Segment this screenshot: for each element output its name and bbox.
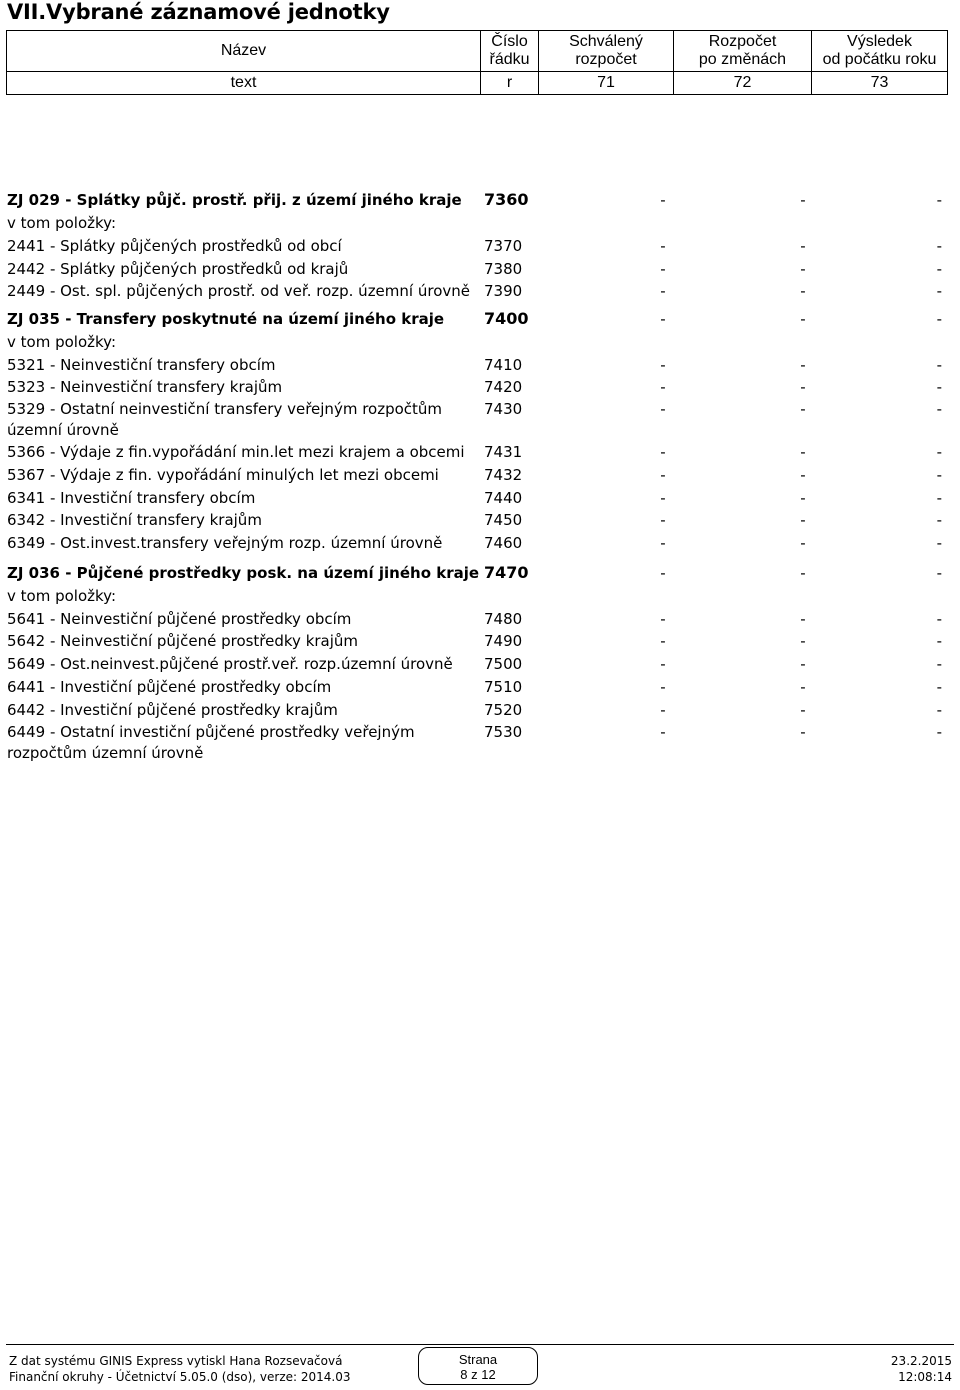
row-name: 2442 - Splátky půjčených prostředků od krajů (7, 260, 349, 278)
row-result: - (936, 400, 942, 418)
row-approved: - (660, 378, 666, 396)
row-approved: - (660, 191, 666, 209)
row-code: 7480 (484, 610, 523, 628)
row-after: - (800, 237, 806, 255)
row-result: - (936, 356, 942, 374)
row-result: - (936, 564, 942, 582)
row-approved: - (660, 466, 666, 484)
row-after: - (800, 723, 806, 741)
header-row-line1: Číslo (491, 33, 528, 50)
row-name: 5366 - Výdaje z fin.vypořádání min.let mezi krajem a obcemi (7, 443, 465, 461)
header-row-number (481, 31, 539, 72)
row-code: 7400 (484, 309, 529, 328)
footer-time: 12:08:14 (898, 1370, 952, 1384)
row-result: - (936, 610, 942, 628)
row-approved: - (660, 237, 666, 255)
row-after: - (800, 489, 806, 507)
row-code: 7510 (484, 678, 523, 696)
header-after-line1: Rozpočet (708, 33, 777, 50)
sub-approved: 71 (539, 72, 674, 95)
row-after: - (800, 356, 806, 374)
row-code: 7500 (484, 655, 523, 673)
row-approved: - (660, 610, 666, 628)
row-approved: - (660, 534, 666, 552)
row-after: - (800, 655, 806, 673)
row-after: - (800, 534, 806, 552)
row-approved: - (660, 282, 666, 300)
row-after: - (800, 466, 806, 484)
row-result: - (936, 378, 942, 396)
row-name: 5642 - Neinvestiční půjčené prostředky krajům (7, 632, 359, 650)
row-after: - (800, 282, 806, 300)
row-name: 2449 - Ost. spl. půjčených prostř. od veř. rozp. územní úrovně (7, 282, 470, 300)
row-after: - (800, 400, 806, 418)
header-result-line1: Výsledek (847, 33, 912, 50)
row-code: 7430 (484, 400, 523, 418)
sub-row: r (481, 72, 539, 95)
row-name: ZJ 036 - Půjčené prostředky posk. na území jiného kraje (7, 564, 480, 582)
row-name: 6342 - Investiční transfery krajům (7, 511, 262, 529)
row-code: 7490 (484, 632, 523, 650)
row-name: 5367 - Výdaje z fin. vypořádání minulých let mezi obcemi (7, 466, 439, 484)
footer-software: Finanční okruhy - Účetnictví 5.05.0 (dso), verze: 2014.03 (9, 1370, 351, 1384)
row-name: ZJ 035 - Transfery poskytnuté na území jiného kraje (7, 310, 445, 328)
row-approved: - (660, 723, 666, 741)
sub-after: 72 (674, 72, 812, 95)
row-result: - (936, 678, 942, 696)
footer-divider (6, 1344, 954, 1345)
row-after: - (800, 191, 806, 209)
row-result: - (936, 191, 942, 209)
row-result: - (936, 237, 942, 255)
row-result: - (936, 466, 942, 484)
row-result: - (936, 655, 942, 673)
row-name: 6441 - Investiční půjčené prostředky obcím (7, 678, 332, 696)
row-result: - (936, 282, 942, 300)
row-name: 6341 - Investiční transfery obcím (7, 489, 256, 507)
row-after: - (800, 678, 806, 696)
row-result: - (936, 632, 942, 650)
row-after: - (800, 701, 806, 719)
row-approved: - (660, 260, 666, 278)
row-approved: - (660, 678, 666, 696)
row-after: - (800, 564, 806, 582)
row-code: 7370 (484, 237, 523, 255)
row-result: - (936, 701, 942, 719)
row-code: 7360 (484, 190, 529, 209)
footer-left (9, 1353, 351, 1385)
row-name: v tom položky: (7, 587, 116, 605)
row-after: - (800, 260, 806, 278)
row-after: - (800, 378, 806, 396)
row-approved: - (660, 511, 666, 529)
row-name: 6449 - Ostatní investiční půjčené prostředky veřejným rozpočtům územní úrovně (7, 723, 415, 762)
row-code: 7410 (484, 356, 523, 374)
row-approved: - (660, 655, 666, 673)
row-name: 5641 - Neinvestiční půjčené prostředky obcím (7, 610, 352, 628)
header-approved (539, 31, 674, 72)
row-approved: - (660, 310, 666, 328)
row-code: 7450 (484, 511, 523, 529)
row-code: 7530 (484, 723, 523, 741)
row-after: - (800, 310, 806, 328)
row-code: 7420 (484, 378, 523, 396)
row-name: 5321 - Neinvestiční transfery obcím (7, 356, 276, 374)
row-code: 7520 (484, 701, 523, 719)
header-after-changes (674, 31, 812, 72)
header-table (6, 30, 948, 95)
header-name-label: Název (220, 42, 267, 59)
row-result: - (936, 511, 942, 529)
row-code: 7431 (484, 443, 523, 461)
row-name: ZJ 029 - Splátky půjč. prostř. přij. z území jiného kraje (7, 191, 462, 209)
header-name (7, 31, 481, 72)
row-code: 7380 (484, 260, 523, 278)
page-number: 8 z 12 (460, 1367, 496, 1382)
row-approved: - (660, 400, 666, 418)
row-name: 6349 - Ost.invest.transfery veřejným rozp. územní úrovně (7, 534, 443, 552)
row-after: - (800, 610, 806, 628)
row-approved: - (660, 701, 666, 719)
page-indicator (418, 1347, 538, 1385)
header-after-line2: po změnách (698, 51, 787, 68)
row-approved: - (660, 489, 666, 507)
row-approved: - (660, 356, 666, 374)
row-approved: - (660, 564, 666, 582)
row-after: - (800, 632, 806, 650)
row-code: 7440 (484, 489, 523, 507)
header-result (812, 31, 948, 72)
row-name: 5329 - Ostatní neinvestiční transfery veřejným rozpočtům územní úrovně (7, 400, 443, 439)
row-name: v tom položky: (7, 214, 116, 232)
row-result: - (936, 534, 942, 552)
header-approved-line2: rozpočet (575, 51, 637, 68)
header-approved-line1: Schválený (569, 33, 643, 50)
row-code: 7432 (484, 466, 523, 484)
row-code: 7390 (484, 282, 523, 300)
row-after: - (800, 511, 806, 529)
row-result: - (936, 489, 942, 507)
row-name: 5649 - Ost.neinvest.půjčené prostř.veř. rozp.územní úrovně (7, 655, 453, 673)
footer-right (891, 1353, 952, 1385)
header-result-line2: od počátku roku (822, 51, 937, 68)
row-result: - (936, 260, 942, 278)
row-approved: - (660, 632, 666, 650)
row-result: - (936, 443, 942, 461)
row-name: 5323 - Neinvestiční transfery krajům (7, 378, 283, 396)
footer-date: 23.2.2015 (890, 1354, 952, 1368)
row-result: - (936, 310, 942, 328)
row-name: 6442 - Investiční půjčené prostředky krajům (7, 701, 338, 719)
row-code: 7470 (484, 563, 529, 582)
row-code: 7460 (484, 534, 523, 552)
page-label: Strana (458, 1352, 498, 1367)
page-title: VII.Vybrané záznamové jednotky (7, 0, 390, 24)
row-result: - (936, 723, 942, 741)
sub-name: text (7, 72, 481, 95)
sub-result: 73 (812, 72, 948, 95)
row-after: - (800, 443, 806, 461)
header-row-line2: řádku (489, 51, 530, 68)
row-name: v tom položky: (7, 333, 116, 351)
row-approved: - (660, 443, 666, 461)
footer-printed-by: Z dat systému GINIS Express vytiskl Hana Rozsevačová (9, 1354, 343, 1368)
row-name: 2441 - Splátky půjčených prostředků od obcí (7, 237, 342, 255)
